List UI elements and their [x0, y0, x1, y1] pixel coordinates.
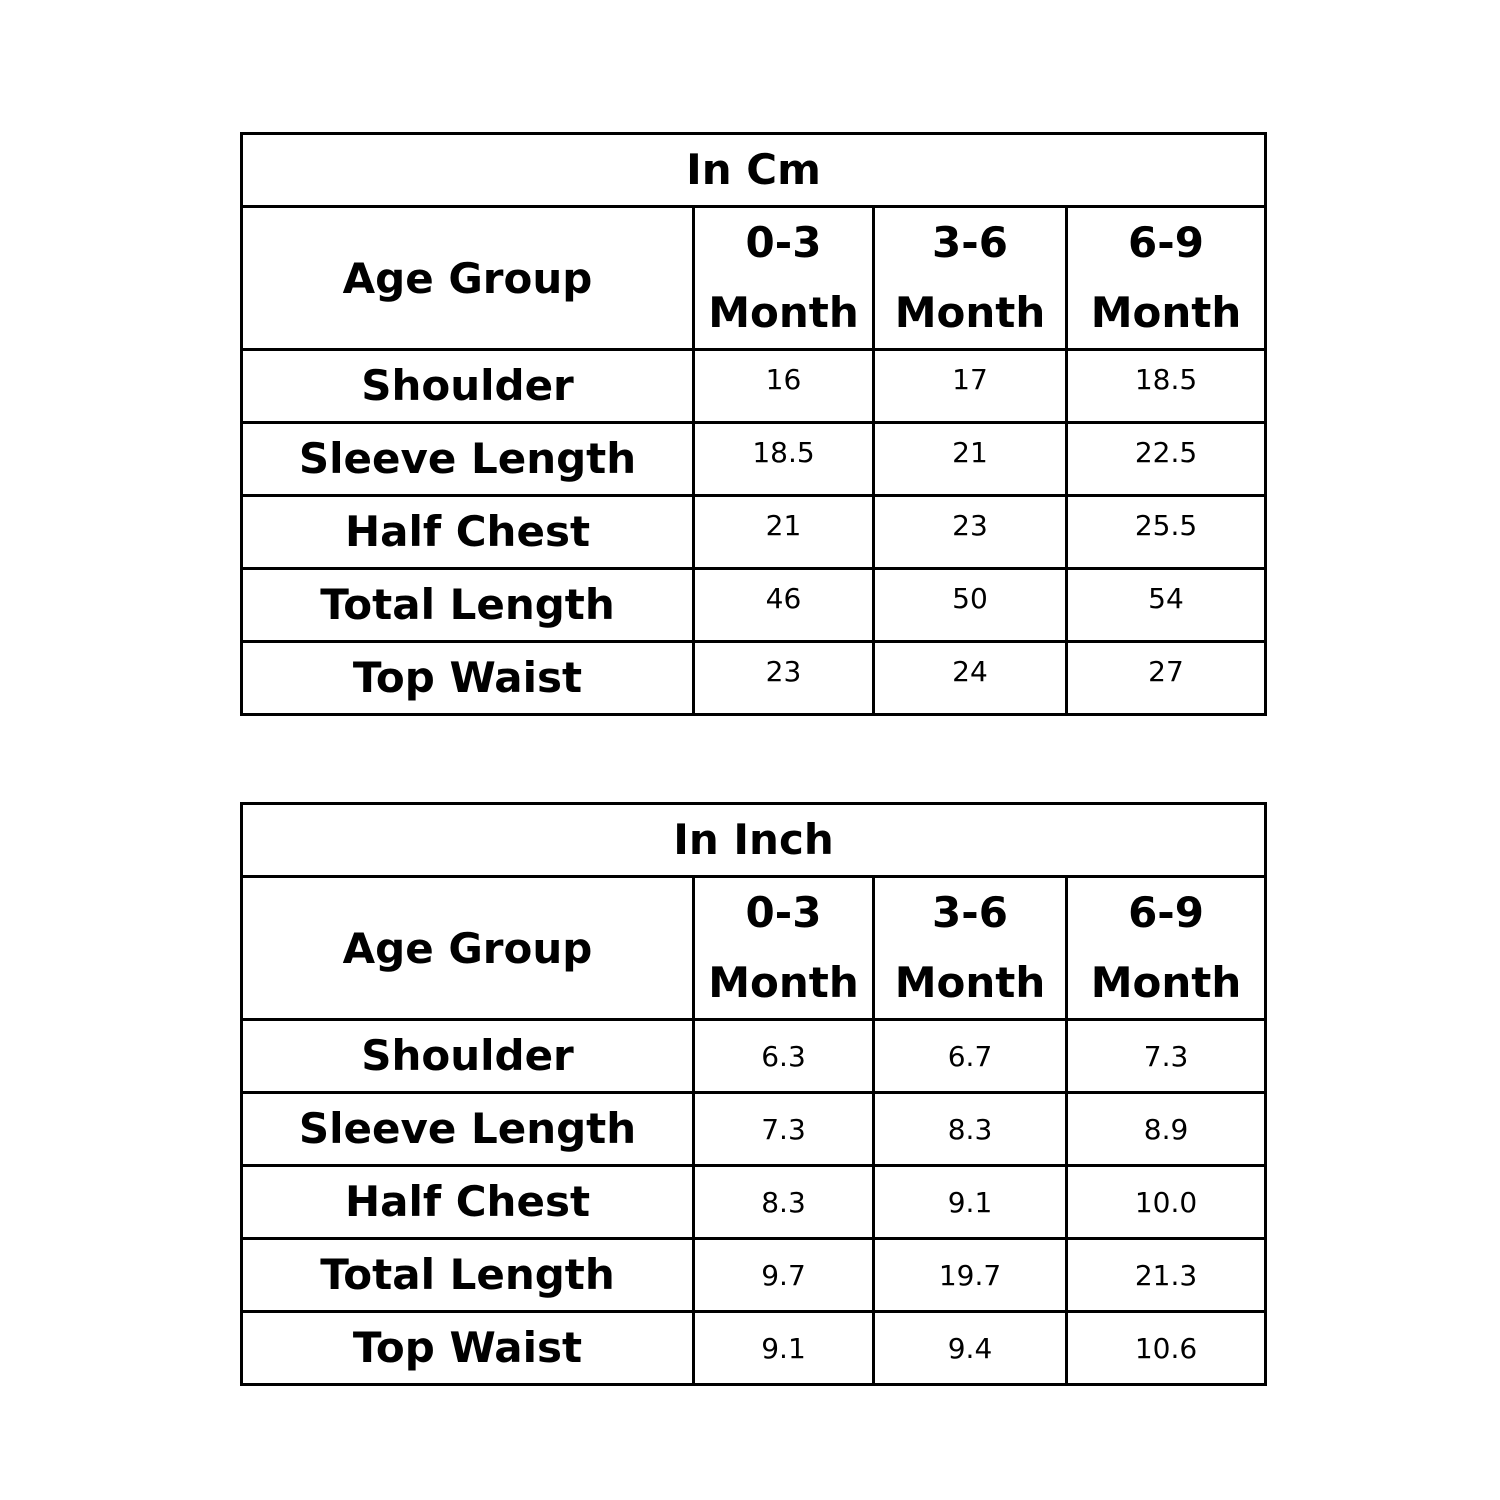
- cell-value: 8.3: [694, 1166, 874, 1239]
- inch-age-group-header: Age Group: [242, 877, 694, 1020]
- row-label: Shoulder: [242, 1020, 694, 1093]
- cm-table-title: In Cm: [242, 134, 1266, 207]
- cell-value: 6.3: [694, 1020, 874, 1093]
- row-label: Top Waist: [242, 1312, 694, 1385]
- cm-column-header-0-3: [694, 207, 874, 350]
- cell-value: 9.1: [874, 1166, 1067, 1239]
- inch-column-unit: Month: [708, 958, 859, 1007]
- inch-size-table: [240, 802, 1267, 1386]
- cm-column-header-3-6: [874, 207, 1067, 350]
- cell-value: 8.9: [1067, 1093, 1266, 1166]
- cell-value: 7.3: [1067, 1020, 1266, 1093]
- table-row: [242, 642, 1266, 715]
- cell-value: 9.1: [694, 1312, 874, 1385]
- table-row: [242, 1312, 1266, 1385]
- cell-value: 23: [874, 496, 1067, 569]
- cm-column-range: 3-6: [932, 218, 1008, 267]
- cm-column-range: 6-9: [1128, 218, 1204, 267]
- cell-value: 9.4: [874, 1312, 1067, 1385]
- inch-table-title: In Inch: [242, 804, 1266, 877]
- cell-value: 19.7: [874, 1239, 1067, 1312]
- table-row: [242, 496, 1266, 569]
- row-label: Sleeve Length: [242, 423, 694, 496]
- cell-value: 21.3: [1067, 1239, 1266, 1312]
- cm-column-unit: Month: [708, 288, 859, 337]
- cm-size-table: [240, 132, 1267, 716]
- inch-column-unit: Month: [894, 958, 1046, 1007]
- cell-value: 54: [1067, 569, 1266, 642]
- table-row: [242, 1093, 1266, 1166]
- table-row: [242, 1020, 1266, 1093]
- cell-value: 46: [694, 569, 874, 642]
- inch-column-header-3-6: [874, 877, 1067, 1020]
- cm-column-range: 0-3: [745, 218, 822, 267]
- cell-value: 10.6: [1067, 1312, 1266, 1385]
- inch-column-unit: Month: [1090, 958, 1242, 1007]
- inch-column-range: 6-9: [1128, 888, 1204, 937]
- cell-value: 22.5: [1067, 423, 1266, 496]
- row-label: Sleeve Length: [242, 1093, 694, 1166]
- cell-value: 18.5: [694, 423, 874, 496]
- row-label: Total Length: [242, 1239, 694, 1312]
- table-row: [242, 1239, 1266, 1312]
- cell-value: 25.5: [1067, 496, 1266, 569]
- cell-value: 24: [874, 642, 1067, 715]
- inch-column-header-0-3: [694, 877, 874, 1020]
- cell-value: 21: [874, 423, 1067, 496]
- cm-column-unit: Month: [894, 288, 1046, 337]
- cell-value: 16: [694, 350, 874, 423]
- cell-value: 6.7: [874, 1020, 1067, 1093]
- table-row: [242, 350, 1266, 423]
- row-label: Shoulder: [242, 350, 694, 423]
- inch-column-header-6-9: [1067, 877, 1266, 1020]
- cell-value: 23: [694, 642, 874, 715]
- cell-value: 10.0: [1067, 1166, 1266, 1239]
- cm-column-unit: Month: [1090, 288, 1242, 337]
- cell-value: 21: [694, 496, 874, 569]
- cell-value: 8.3: [874, 1093, 1067, 1166]
- row-label: Top Waist: [242, 642, 694, 715]
- row-label: Total Length: [242, 569, 694, 642]
- table-row: [242, 1166, 1266, 1239]
- cm-age-group-header: Age Group: [242, 207, 694, 350]
- cell-value: 9.7: [694, 1239, 874, 1312]
- cell-value: 17: [874, 350, 1067, 423]
- cm-column-header-6-9: [1067, 207, 1266, 350]
- table-row: [242, 423, 1266, 496]
- cell-value: 27: [1067, 642, 1266, 715]
- inch-column-range: 3-6: [932, 888, 1008, 937]
- row-label: Half Chest: [242, 496, 694, 569]
- inch-column-range: 0-3: [745, 888, 822, 937]
- cell-value: 50: [874, 569, 1067, 642]
- row-label: Half Chest: [242, 1166, 694, 1239]
- cell-value: 18.5: [1067, 350, 1266, 423]
- cell-value: 7.3: [694, 1093, 874, 1166]
- table-row: [242, 569, 1266, 642]
